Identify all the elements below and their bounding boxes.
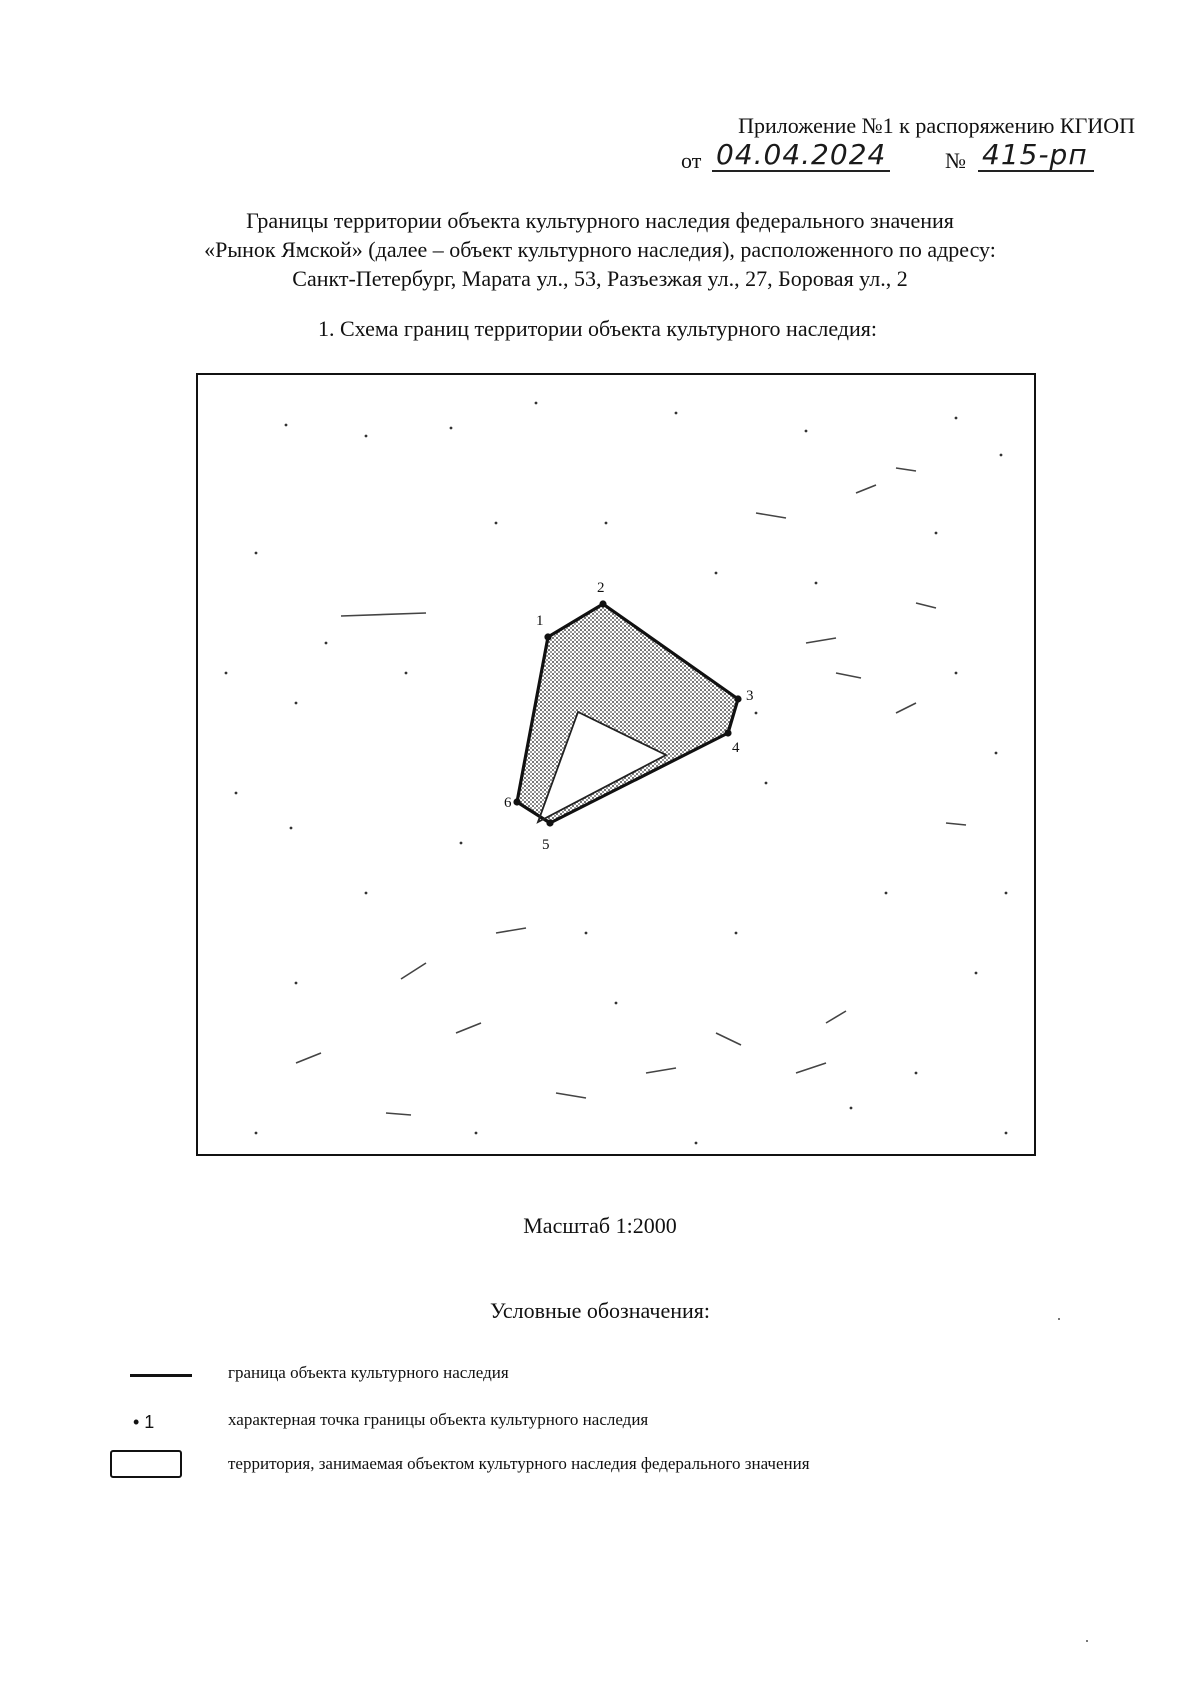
legend-point-symbol [110, 1402, 190, 1442]
legend-line-symbol [110, 1355, 190, 1395]
handwritten-order-number: 415-рп [978, 140, 1094, 172]
point-label-1: 1 [536, 613, 544, 629]
point-label-3: 3 [746, 688, 754, 704]
scan-speck [1058, 1318, 1060, 1320]
legend-point-symbol-text: • 1 [133, 1412, 155, 1432]
boundary-point-6 [513, 798, 520, 805]
legend-title: Условные обозначения: [489, 1298, 711, 1323]
boundary-point-1 [544, 633, 551, 640]
legend-text-boundary: граница объекта культурного наследия [228, 1363, 509, 1382]
boundary-point-3 [734, 695, 741, 702]
approval-title: Приложение №1 к распоряжению КГИОП [738, 113, 1135, 138]
legend-text-point: характерная точка границы объекта культурного наследия [228, 1410, 649, 1429]
point-label-5: 5 [542, 837, 550, 853]
document-title [100, 206, 1100, 293]
legend-item-territory [0, 1446, 1200, 1486]
title-line-3: Санкт-Петербург, Марата ул., 53, Разъезжая ул., 27, Боровая ул., 2 [292, 266, 908, 291]
title-line-1: Границы территории объекта культурного наследия федерального значения [246, 208, 954, 233]
handwritten-date: 04.04.2024 [712, 140, 890, 172]
map-frame [197, 374, 1035, 1155]
scan-speck [1086, 1640, 1088, 1642]
date-prefix: от [681, 148, 702, 173]
point-label-6: 6 [504, 795, 512, 811]
legend-text-territory: территория, занимаемая объектом культурного наследия федерального значения [228, 1454, 810, 1473]
legend-item-boundary [0, 1355, 1200, 1395]
section-heading: 1. Схема границ территории объекта культурного наследия: [318, 316, 878, 341]
map-scale: Масштаб 1:2000 [523, 1213, 677, 1238]
number-sign: № [945, 148, 966, 173]
approval-date-number-line [675, 140, 1135, 178]
approval-header [675, 112, 1135, 178]
boundary-point-4 [724, 729, 731, 736]
boundary-scheme-map [196, 373, 1036, 1156]
point-label-4: 4 [732, 740, 740, 756]
title-line-2: «Рынок Ямской» (далее – объект культурного наследия), расположенного по адресу: [204, 237, 996, 262]
legend-item-point [0, 1402, 1200, 1442]
point-label-2: 2 [597, 580, 605, 596]
boundary-point-2 [599, 600, 606, 607]
boundary-point-5 [546, 819, 553, 826]
legend-rectangle-symbol [110, 1446, 190, 1486]
